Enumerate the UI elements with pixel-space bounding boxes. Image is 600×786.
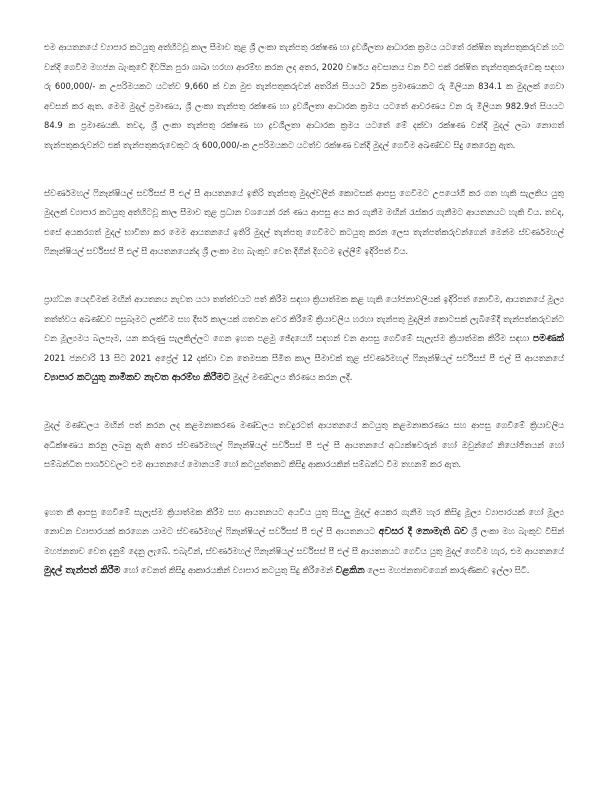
paragraph-5-bold-not-permitted: අවසර දී නොමැති බව — [378, 526, 468, 538]
paragraph-3-bold-restart: ව්‍යාපාර කටයුතු නාමිකව නැවත ආරම්භ කිරීමට — [44, 372, 231, 384]
paragraph-4 — [44, 416, 564, 475]
paragraph-3-text-middle: 2021 ජනවාරි 13 සිට 2021 අප්‍රේල් 12 දක්වා වන තෙමසක සීමිත කාල සීමාවක් තුළ ස්වර්ණමහල් ෆිනෑන්ෂියල් සර්විසස් පී එල් සී ආයතනයේ — [44, 352, 564, 363]
press-release-body — [44, 38, 564, 581]
paragraph-4-text: මුදල් මණ්ඩලය මඟින් පත් කරන ලද කළමනාකරණ මණ්ඩලය තවදුරටත් ආයතනයේ කටයුතු කළමනාකරණය සහ ආපසු ගෙවීමේ ක්‍රියාවලිය අධීක්ෂණය කරනු ලබනු ඇති අතර ස්වර්ණමහල් ෆිනෑන්ෂියල් සර්විසස් පී එල් සී ආයතනයේ අධ්‍යක්ෂවරුන් හෝ ඔවුන්ගේ නියෝජිතයන් හෝ සම්බන්ධිත පාර්ශවවලට එම ආයතනයේ මොනයම් හෝ කටයුත්තකට කිසිදු ආකාරයකින් සම්බන්ධ වීම තහනම් කර ඇත. — [44, 419, 564, 470]
paragraph-3-bold-only: පමණක් — [532, 333, 564, 345]
paragraph-5-text-middle2: හෝ වෙනත් කිසිදු ආකාරයකින් ව්‍යාපාර කටයුතු සිදු කිරීමෙන් — [120, 565, 336, 576]
paragraph-5 — [44, 503, 564, 581]
paragraph-1-text: එම ආයතනයේ ව්‍යාපාර කටයුතු අත්හිටවූ කාල සීමාව තුළ ශ්‍රී ලංකා තැන්පතු රක්ෂණ හා ද්‍රවශීලතා ආධාරක ක්‍රමය යටතේ රක්ෂිත තැන්පතුකරුවන් හට වන්දි ගෙවීම මහජන බැංකුවේ දිවයින පුරා ශාඛා හරහා ආරම්භ කරන ලද අතර, 2020 වර්ෂය අවසානය වන විට එක් රක්ෂිත තැන්පතුකරුවෙකු සඳහා රු 600,000/- ක උපරිමයකට යටත්ව 9,660 ක් වන මුළු තැන්පතුකරුවන් අතරින් සියයට 25ක ප්‍රමාණයකට රු මිලියන 834.1 ක මුදලක් ගෙවා අවසන් කර ඇත. මෙම මුදල් ප්‍රමාණය, ශ්‍රී ලංකා තැන්පතු රක්ෂණ හා ද්‍රවශීලතා ආධාරක ක්‍රමය යටතේ ආවරණය වන රු මිලියන 982.9ත් සියයට 84.9 ක ප්‍රමාණයකි. තවද, ශ්‍රී ලංකා තැන්පතු රක්ෂණ හා ද්‍රවශීලතා ආධාරක ක්‍රමය යටතේ මේ දක්වා රක්ෂණ වන්දි මුදල් ලබා නොගත් තැන්පතුකරුවන්ට එක් තැන්පතුකරුවෙකුට රු 600,000/-ක උපරිමයකට යටත්ව රක්ෂණ වන්දි මුදල් ගෙවීම අඛණ්ඩව සිදු කෙරෙනු ඇත. — [44, 42, 564, 150]
paragraph-5-text-middle: ශ්‍රී ලංකා මහ බැංකුව විසින් මහජනතාව වෙත දැනුම් දෙනු ලැබේ. එබැවින්, ස්වර්ණමහල් ෆිනෑන්ෂියල් සර්විසස් පී එල් සී ආයතනයට ගෙවිය යුතු මුදල් ගෙවීම හැර, එම ආයතනයේ — [44, 526, 564, 556]
paragraph-3 — [44, 290, 564, 388]
paragraph-5-bold-deposit: මුදල් තැන්පත් කිරීම — [44, 565, 121, 577]
paragraph-1 — [44, 38, 564, 156]
paragraph-3-text-before: ප්‍රාග්ධන යෙදවීමක් මඟින් ආයතනය නැවත යථා තත්ත්වයට පත් කිරීම සඳහා ක්‍රියාත්මක කළ හැකි යෝජනාවලියක් ඉදිරිපත් නොවීම, ආයතනයේ මූල්‍ය තත්ත්වය අඛණ්ඩව පසුබෑමට ලක්වීම සහ දීර්ඝ කාලයක් ගතවන අවර කිරීමේ ක්‍රියාවලිය හරහා තැන්පතු මුදලින් කොටසක් ලැබීමේදී තැන්පත්කරුවන්ට වන මූල්‍යමය බලපෑම, යන කරුණු සැලකිල්ලට ගෙන ඉහත පළමු ඡේදයෙහි සඳහන් වන ආපසු ගෙවීමේ සැලැස්ම ක්‍රියාත්මක කිරීම සඳහා — [44, 293, 564, 344]
paragraph-5-bold-refrain: වළකින — [335, 565, 365, 577]
paragraph-5-text-before: ඉහත කී ආපසු ගෙවීමේ සැලැස්ම ක්‍රියාත්මක කිරීම සහ ආයතනයට අයවිය යුතු සියලු මුදල් අයකර ගැනීම හැර කිසිදු මූල්‍ය ව්‍යාපාරයක් හෝ මූල්‍ය නොවන ව්‍යාපාරයක් කරගෙන යාමට ස්වර්ණමහල් ෆිනෑන්ෂියල් සර්විසස් පී එල් සී ආයතනයට — [44, 506, 564, 537]
paragraph-2-text: ස්වර්ණමහල් ෆිනෑන්ෂියල් සර්විසස් පී එල් සී ආයතනයේ ඉතිරි තැන්පතු මුදල්වලින් කොටසක් ආපසු ගෙවීමට උපයෝගී කර ගත හැකි සැලකිය යුතු මුදලක් ව්‍යාපාර කටයුතු අත්හිටවූ කාල සීමාව තුළ ප්‍රධාන වශයෙන් රන් ණය ආපසු අය කර ගැනීම මඟින් රැස්කර ගැනීමට ආයතනයට හැකි විය. තවද, එසේ අයකරගත් මුදල් භාවිතා කර මෙම ආයතනයේ ඉතිරි මුදල් තැන්පතු ගෙවීමට කටයුතු කරන ලෙස තැන්පත්කරුවන්ගෙන් මෙන්ම ස්වර්ණමහල් ෆිනෑන්ෂියල් සර්විසස් පී එල් සී ආයතනයෙන්ද ශ්‍රී ලංකා මහ බැංකුව වෙත දිගින් දිගටම ඉල්ලීම් ඉදිරිපත් විය. — [44, 187, 564, 257]
paragraph-5-text-after: ලෙස මහජනතාවගෙන් කාරුණිකව ඉල්ලා සිටී. — [364, 565, 530, 576]
paragraph-3-text-after: මුදල් මණ්ඩලය තීරණය කරන ලදී. — [230, 372, 353, 383]
paragraph-2 — [44, 184, 564, 262]
